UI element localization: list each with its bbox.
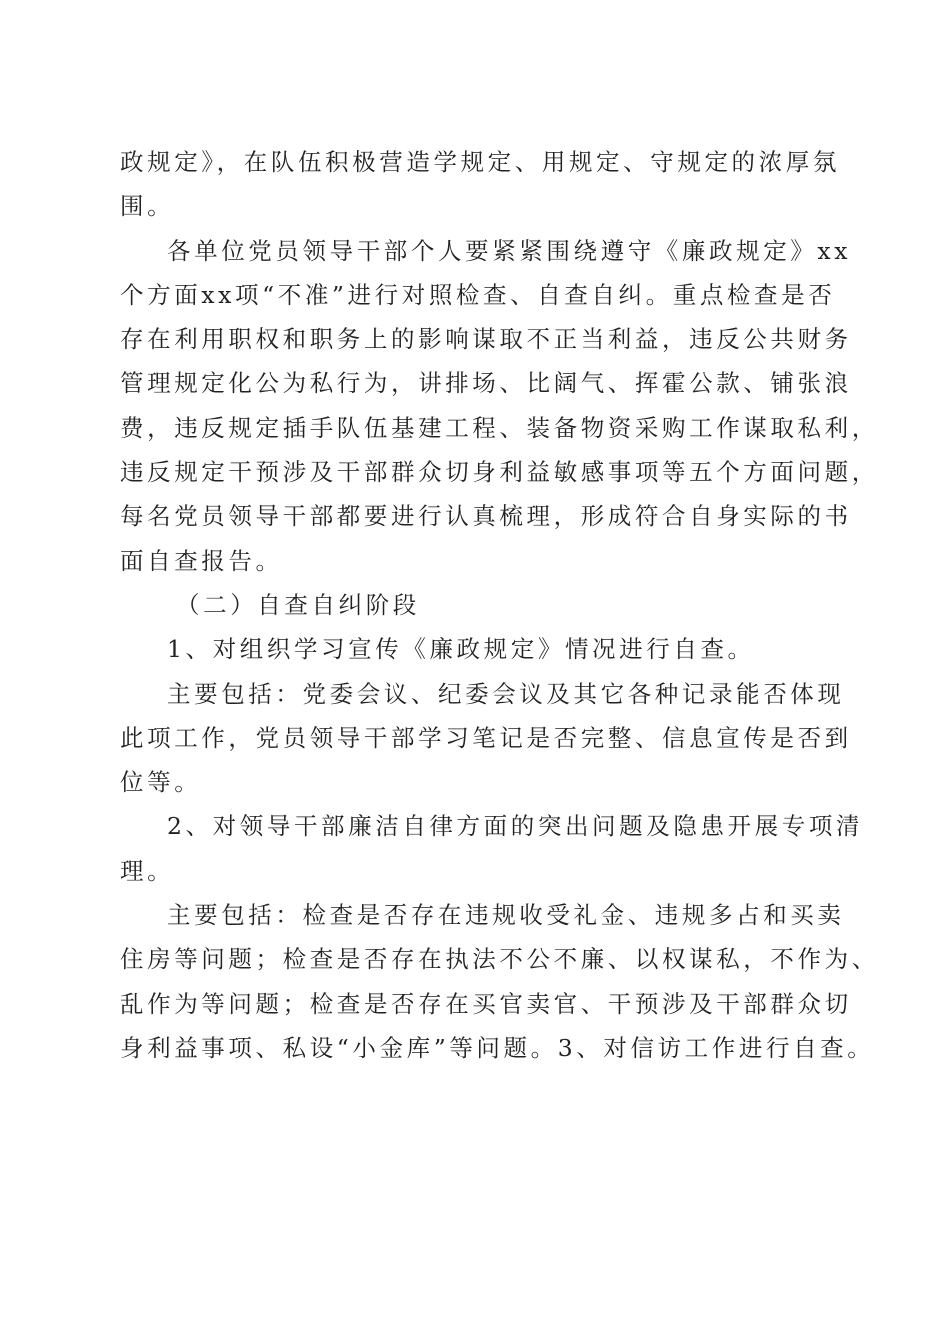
text-line: 此项工作，党员领导干部学习笔记是否完整、信息宣传是否到 bbox=[120, 723, 852, 752]
text-line: 理。 bbox=[120, 856, 175, 885]
document-body bbox=[120, 140, 879, 1070]
paragraph-item-1 bbox=[120, 627, 832, 671]
text-line: 主要包括：检查是否存在违规收受礼金、违规多占和买卖 bbox=[167, 901, 845, 930]
text-line: 政规定》，在队伍积极营造学规定、用规定、守规定的浓厚氛 bbox=[120, 148, 840, 176]
paragraph-self-inspection-requirements bbox=[120, 229, 879, 583]
paragraph-item-1-details bbox=[120, 672, 852, 805]
text-line: 身利益事项、私设“小金库”等问题。3、对信访工作进行自查。 bbox=[120, 1033, 875, 1062]
text-line: 存在利用职权和职务上的影响谋取不正当利益，违反公共财务 bbox=[120, 325, 852, 354]
text-line: 2、对领导干部廉洁自律方面的突出问题及隐患开展专项清 bbox=[167, 812, 864, 841]
text-line: 违反规定干预涉及干部群众切身利益敏感事项等五个方面问题， bbox=[120, 458, 879, 487]
paragraph-item-2 bbox=[120, 804, 864, 893]
text-line: 围。 bbox=[120, 192, 175, 221]
text-line: 个方面xx项“不准”进行对照检查、自查自纠。重点检查是否 bbox=[120, 280, 836, 309]
section-heading-text: （二）自查自纠阶段 bbox=[176, 590, 420, 619]
text-line: 面自查报告。 bbox=[120, 546, 283, 575]
text-line: 主要包括：党委会议、纪委会议及其它各种记录能否体现 bbox=[167, 679, 845, 708]
text-line: 乱作为等问题；检查是否存在买官卖官、干预涉及干部群众切 bbox=[120, 989, 852, 1018]
section-heading bbox=[120, 583, 832, 627]
text-line: 位等。 bbox=[120, 768, 202, 797]
text-line: 管理规定化公为私行为，讲排场、比阔气、挥霍公款、铺张浪 bbox=[120, 369, 852, 398]
text-line: 1、对组织学习宣传《廉政规定》情况进行自查。 bbox=[167, 635, 755, 664]
text-line: 每名党员领导干部都要进行认真梳理，形成符合自身实际的书 bbox=[120, 502, 852, 531]
text-line: 费，违反规定插手队伍基建工程、装备物资采购工作谋取私利， bbox=[120, 413, 879, 442]
text-line: 各单位党员领导干部个人要紧紧围绕遵守《廉政规定》xx bbox=[167, 236, 852, 265]
text-line: 住房等问题；检查是否存在执法不公不廉、以权谋私，不作为、 bbox=[120, 945, 879, 974]
paragraph-continuation bbox=[120, 140, 840, 229]
paragraph-item-2-details bbox=[120, 893, 879, 1070]
